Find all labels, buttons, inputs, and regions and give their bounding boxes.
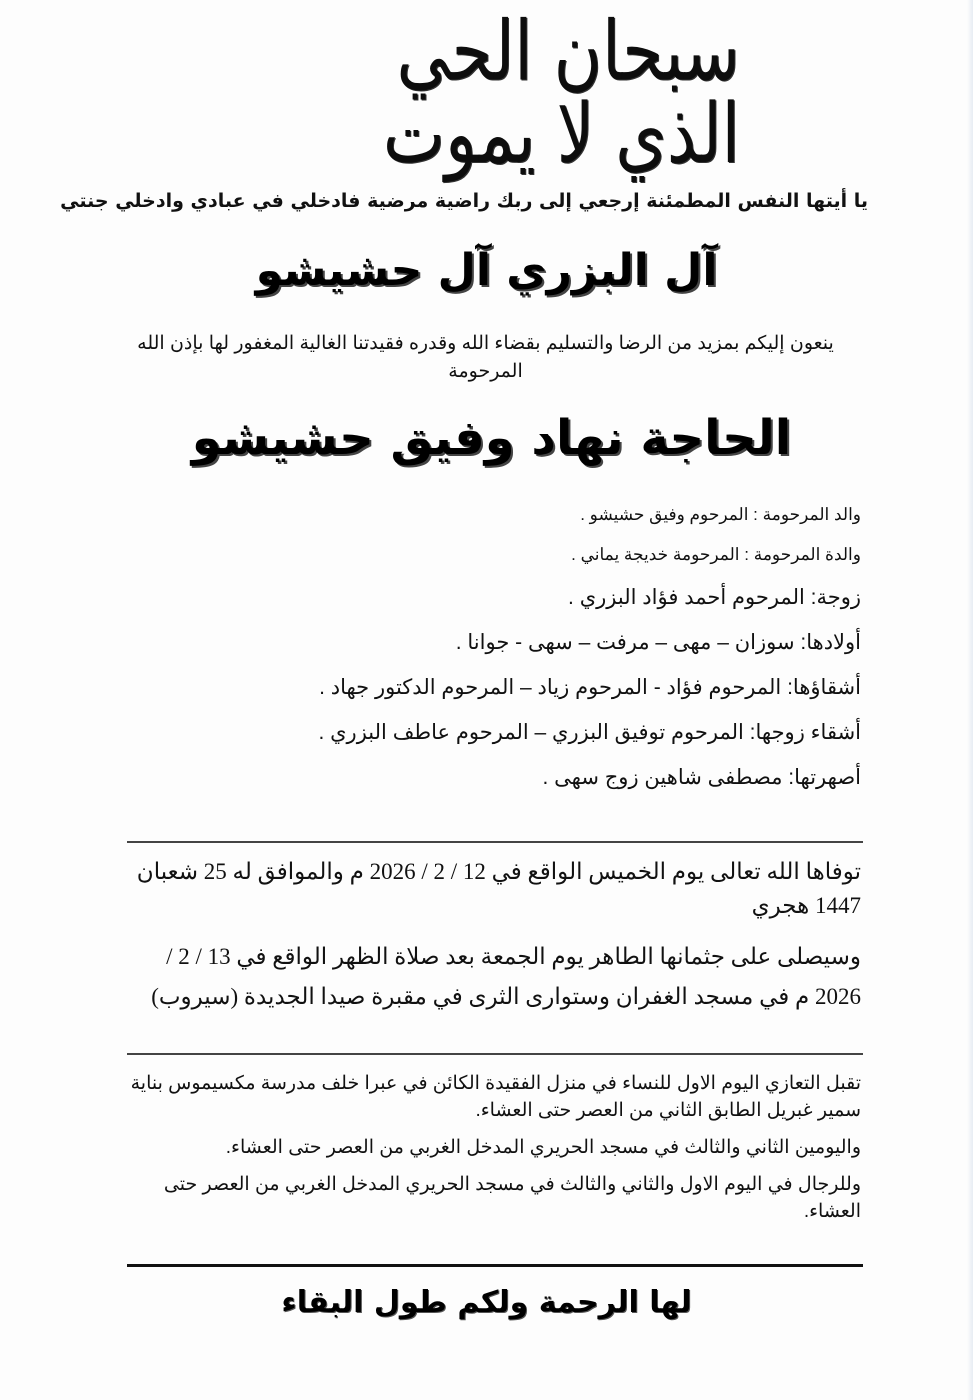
condolences-section	[116, 1070, 861, 1235]
quran-verse: يا أيتها النفس المطمئنة إرجعي إلى ربك راضية مرضية فادخلي في عبادي وادخلي جنتي	[60, 190, 868, 212]
condolence-days-2-3: واليومين الثاني والثالث في مسجد الحريري المدخل الغربي من العصر حتى العشاء.	[225, 1137, 861, 1158]
relative-mother: والدة المرحومة : المرحومة خديجة يماني .	[571, 545, 861, 564]
divider-line-thick	[127, 1264, 863, 1267]
relatives-list	[211, 495, 861, 800]
calligraphy-header: سبحان الحي الذي لا يموت	[382, 2, 740, 182]
paper-edge-shadow	[967, 0, 973, 1400]
families-title: آل البزري آل حشيشو	[255, 245, 718, 296]
announcement	[110, 330, 861, 386]
relative-sons-in-law: أصهرتها: مصطفى شاهين زوج سهى .	[542, 766, 861, 789]
condolence-women-day1: تقبل التعازي اليوم الاول للنساء في منزل الفقيدة الكائن في عبرا خلف مدرسة مكسيموس بناية سمير غبريل الطابق الثاني من العصر حتى العشاء.	[130, 1073, 861, 1121]
announcement-title: المرحومة	[448, 361, 523, 382]
announcement-text: ينعون إليكم بمزيد من الرضا والتسليم بقضاء الله وقدره فقيدتنا الغالية المغفور لها بإذن الله	[137, 333, 834, 354]
relative-children: أولادها: سوزان – مهى – مرفت – سهى - جوانا .	[455, 631, 861, 654]
passing-date-text: توفاها الله تعالى يوم الخميس الواقع في 12 / 2 / 2026 م والموافق له 25 شعبان 1447 هجري	[136, 859, 861, 918]
divider-line	[127, 841, 863, 843]
condolence-men: وللرجال في اليوم الاول والثاني والثالث في مسجد الحريري المدخل الغربي من العصر حتى العشاء.	[163, 1174, 861, 1222]
relative-siblings: أشقاؤها: المرحوم فؤاد - المرحوم زياد – المرحوم الدكتور جهاد .	[319, 676, 861, 699]
funeral-text: وسيصلى على جثمانها الطاهر يوم الجمعة بعد صلاة الظهر الواقع في 13 / 2 / 2026 م في مسجد الغفران وستوارى الثرى في مقبرة صيدا الجديدة (سيروب)	[151, 944, 861, 1009]
death-info	[121, 855, 861, 1017]
deceased-name: الحاجة نهاد وفيق حشيشو	[191, 410, 792, 466]
closing-phrase: لها الرحمة ولكم طول البقاء	[281, 1285, 692, 1320]
relative-husband: زوجة: المرحوم أحمد فؤاد البزري .	[568, 586, 861, 609]
relative-father: والد المرحومة : المرحوم وفيق حشيشو .	[580, 505, 861, 524]
relative-in-laws: أشقاء زوجها: المرحوم توفيق البزري – المرحوم عاطف البزري .	[318, 721, 861, 744]
divider-line	[127, 1053, 863, 1055]
